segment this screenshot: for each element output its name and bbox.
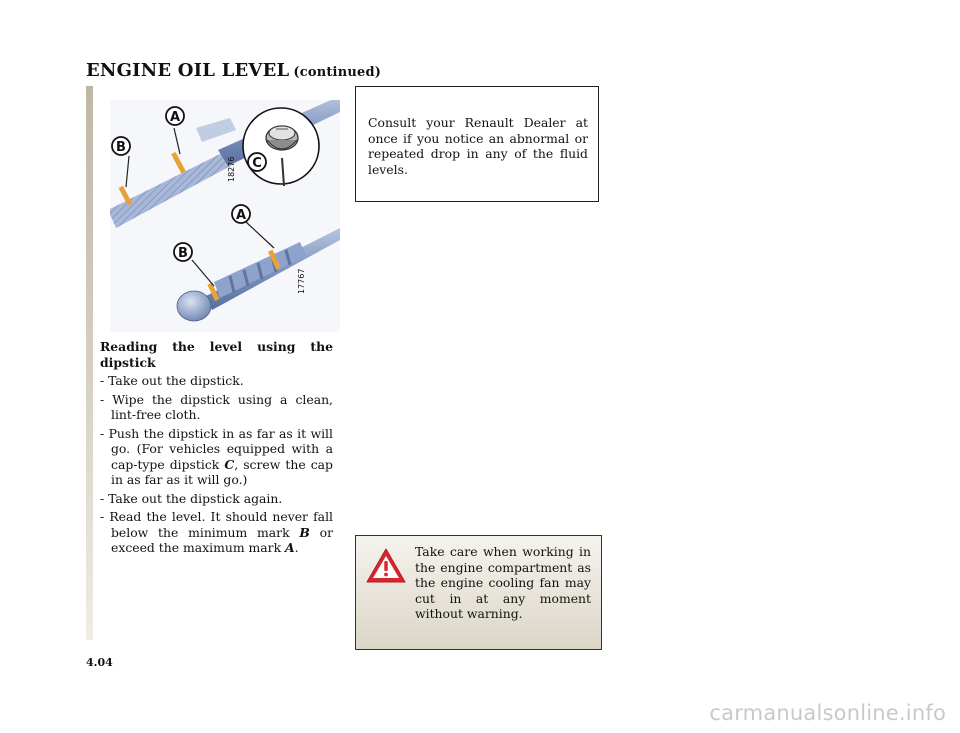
callout-a-bottom: [232, 205, 250, 223]
svg-text:A: A: [235, 208, 247, 223]
instruction-step: - Wipe the dipstick using a clean, lint-free cloth.: [100, 391, 333, 422]
dealer-note-box: [355, 86, 599, 202]
callout-b-top: [112, 137, 130, 155]
title-continued: (continued): [293, 65, 382, 80]
dipstick-knob: [177, 291, 211, 321]
instructions-subheading: Reading the level using the dipstick: [100, 339, 333, 370]
warning-box: [355, 535, 602, 650]
mark-a: A: [285, 540, 295, 555]
callout-a-top: [166, 107, 184, 125]
dipstick-illustration: [110, 100, 340, 332]
page-number: 4.04: [86, 656, 113, 669]
instruction-step: - Take out the dipstick.: [100, 373, 244, 388]
step-text: .: [294, 540, 299, 555]
margin-bar: [86, 86, 93, 640]
mark-b: B: [299, 524, 310, 540]
instruction-step: - Take out the dipstick again.: [100, 490, 283, 506]
dealer-note-text: Consult your Renault Dealer at once if you notice an abnormal or repeated drop in any of the fluid levels.: [368, 115, 588, 177]
callout-c: [248, 153, 266, 171]
watermark: carmanualsonline.info: [709, 701, 946, 725]
step-text: or exceed the maximum mark: [111, 524, 333, 555]
figure-ref-top: 18276: [227, 156, 236, 182]
svg-text:B: B: [178, 246, 188, 261]
svg-text:C: C: [252, 156, 262, 171]
page-title: [86, 60, 381, 81]
callout-b-bottom: [174, 243, 192, 261]
instruction-step: [100, 509, 333, 556]
mark-c: C: [224, 456, 235, 472]
instruction-step: [100, 426, 333, 488]
warning-text: Take care when working in the engine compartment as the engine cooling fan may cut in at any moment without warning.: [415, 544, 591, 621]
warning-triangle-icon: [365, 547, 407, 585]
step-text: , screw the cap in as far as it will go.): [111, 456, 333, 487]
title-main: ENGINE OIL LEVEL: [86, 60, 290, 81]
step-text: - Push the dipstick in as far as it will go. (For vehicles equipped with a cap-type dipstick: [100, 425, 333, 472]
dipstick-instructions: [100, 339, 333, 559]
svg-text:A: A: [169, 110, 181, 125]
figure-ref-bottom: 17767: [297, 268, 306, 294]
svg-text:B: B: [116, 140, 126, 155]
step-text: - Read the level. It should never fall below the minimum mark: [100, 509, 333, 540]
